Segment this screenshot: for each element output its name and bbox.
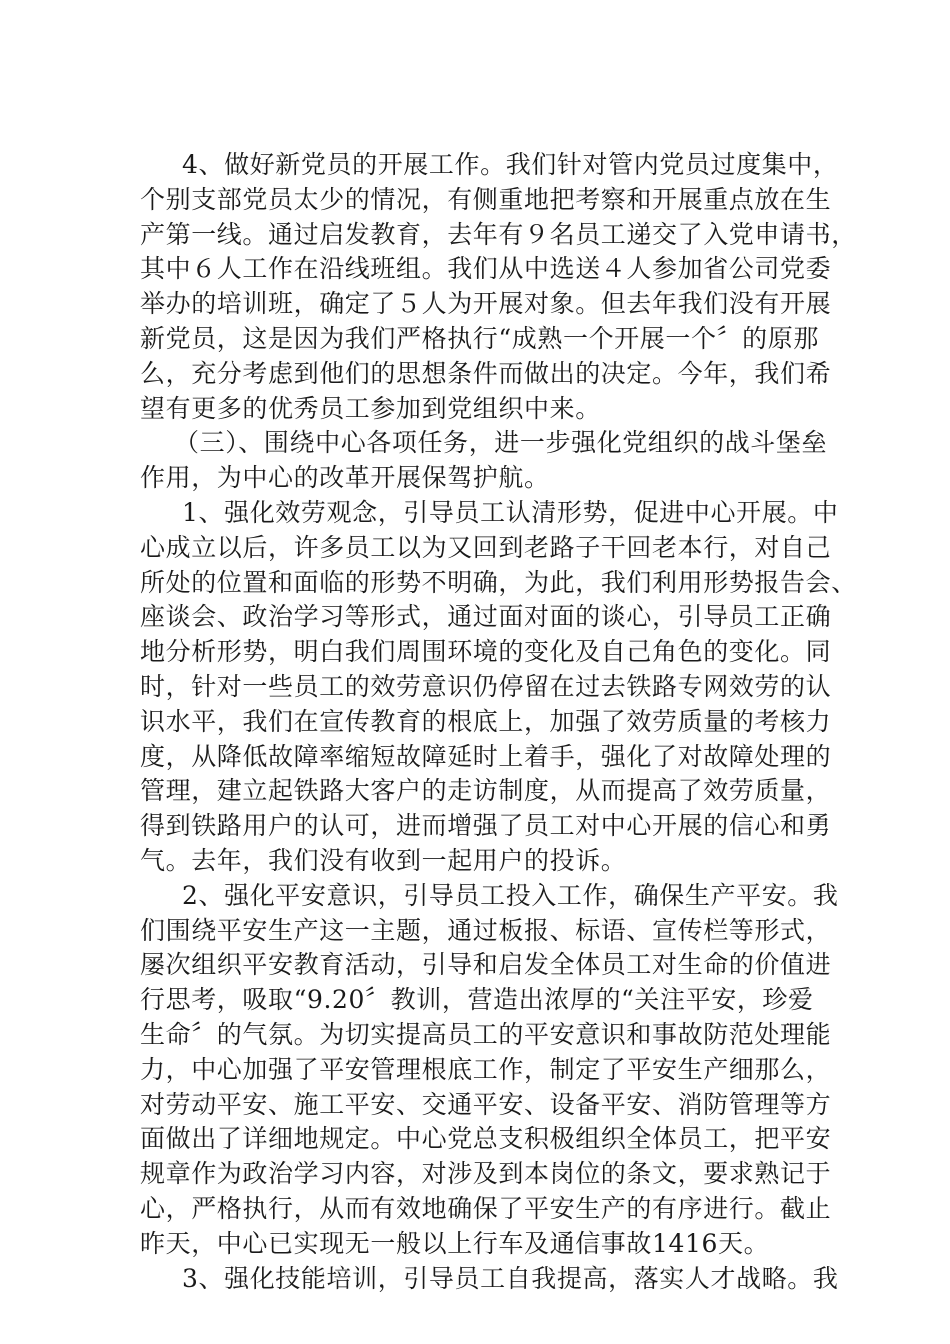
paragraph-4-line-6: 新党员，这是因为我们严格执行“成熟一个开展一个〞的原那 [140,323,819,353]
item-2-line-8: 面做出了详细地规定。中心党总支积极组织全体员工，把平安 [140,1124,832,1154]
section-3-heading-line-1: （三）、围绕中心各项任务，进一步强化党组织的战斗堡垒 [174,428,828,458]
item-1-line-4: 座谈会、政治学习等形式，通过面对面的谈心，引导员工正确 [140,602,832,632]
item-1-line-11: 气。去年，我们没有收到一起用户的投诉。 [140,845,627,875]
document-body [140,148,857,1296]
item-2-line-2: 们围绕平安生产这一主题，通过板报、标语、宣传栏等形式， [140,915,832,945]
item-3-line-1: 3、强化技能培训，引导员工自我提高，落实人才战略。我 [182,1263,839,1293]
item-2-line-6: 力，中心加强了平安管理根底工作，制定了平安生产细那么， [140,1054,832,1084]
paragraph-4-line-3: 产第一线。通过启发教育，去年有９名员工递交了入党申请书， [140,219,857,249]
item-2-line-9: 规章作为政治学习内容，对涉及到本岗位的条文，要求熟记于 [140,1159,832,1189]
item-2-line-3: 屡次组织平安教育活动，引导和启发全体员工对生命的价值进 [140,950,832,980]
paragraph-4-line-5: 举办的培训班，确定了５人为开展对象。但去年我们没有开展 [140,289,832,319]
item-2-line-5: 生命〞的气氛。为切实提高员工的平安意识和事故防范处理能 [140,1019,832,1049]
paragraph-4-line-7: 么，充分考虑到他们的思想条件而做出的决定。今年，我们希 [140,358,832,388]
paragraph-4-line-8: 望有更多的优秀员工参加到党组织中来。 [140,393,601,423]
item-1-line-8: 度，从降低故障率缩短故障延时上着手，强化了对故障处理的 [140,741,832,771]
item-2-line-10: 心，严格执行，从而有效地确保了平安生产的有序进行。截止 [140,1193,832,1223]
item-2-line-1: 2、强化平安意识，引导员工投入工作，确保生产平安。我 [182,880,839,910]
item-1-line-7: 识水平，我们在宣传教育的根底上，加强了效劳质量的考核力 [140,706,832,736]
item-1-line-1: 1、强化效劳观念，引导员工认清形势，促进中心开展。中 [182,497,839,527]
section-3-heading-line-2: 作用，为中心的改革开展保驾护航。 [140,463,550,493]
item-1-line-6: 时，针对一些员工的效劳意识仍停留在过去铁路专网效劳的认 [140,671,832,701]
item-1-line-5: 地分析形势，明白我们周围环境的变化及自己角色的变化。同 [140,637,832,667]
item-1-line-2: 心成立以后，许多员工以为又回到老路子干回老本行，对自己 [140,532,832,562]
item-2-line-7: 对劳动平安、施工平安、交通平安、设备平安、消防管理等方 [140,1089,832,1119]
item-1-line-3: 所处的位置和面临的形势不明确，为此，我们利用形势报告会、 [140,567,857,597]
item-1-line-9: 管理，建立起铁路大客户的走访制度，从而提高了效劳质量， [140,776,832,806]
paragraph-4-line-4: 其中６人工作在沿线班组。我们从中选送４人参加省公司党委 [140,254,832,284]
item-2-line-4: 行思考，吸取“9.20〞教训，营造出浓厚的“关注平安，珍爱 [140,985,814,1015]
paragraph-4-line-1: 4、做好新党员的开展工作。我们针对管内党员过度集中， [182,150,839,179]
paragraph-4-line-2: 个别支部党员太少的情况，有侧重地把考察和开展重点放在生 [140,184,832,214]
item-1-line-10: 得到铁路用户的认可，进而增强了员工对中心开展的信心和勇 [140,811,832,841]
item-2-line-11: 昨天，中心已实现无一般以上行车及通信事故1416天。 [140,1228,770,1258]
